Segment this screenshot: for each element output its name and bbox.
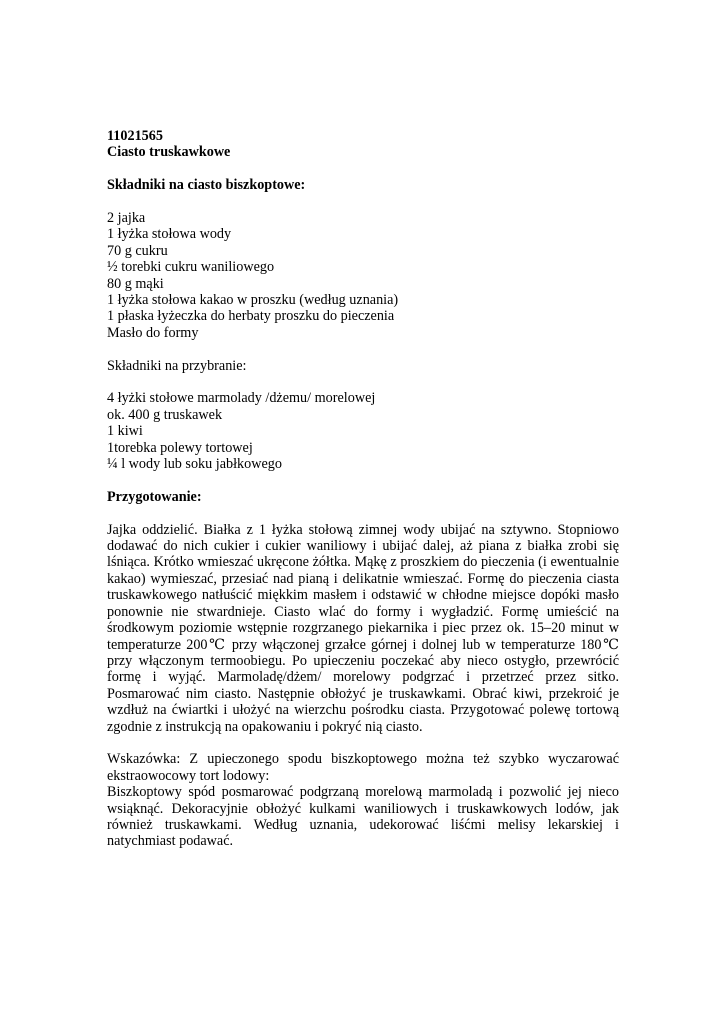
ingredient-item: 70 g cukru bbox=[107, 242, 168, 259]
ingredient-item: ½ torebki cukru waniliowego bbox=[107, 259, 275, 276]
ingredient-item: 80 g mąki bbox=[107, 275, 164, 292]
topping-heading: Składniki na przybranie: bbox=[107, 357, 247, 374]
biscuit-ingredients bbox=[107, 210, 619, 341]
ingredient-item: 4 łyżki stołowe marmolady /dżemu/ morelowej bbox=[107, 390, 376, 407]
spacer bbox=[107, 735, 619, 751]
preparation-heading: Przygotowanie: bbox=[107, 488, 202, 505]
spacer bbox=[107, 161, 619, 177]
spacer bbox=[107, 194, 619, 210]
ingredient-item: ¼ l wody lub soku jabłkowego bbox=[107, 456, 282, 473]
topping-ingredients bbox=[107, 390, 619, 472]
ingredient-item: 1 łyżka stołowa wody bbox=[107, 226, 232, 243]
ingredient-item: ok. 400 g truskawek bbox=[107, 406, 223, 423]
ingredient-item: 2 jajka bbox=[107, 210, 146, 226]
tip-intro: Wskazówka: Z upieczonego spodu biszkoptowego można też szybko wyczarować ekstraowocowy tort lodowy: bbox=[107, 751, 619, 784]
spacer bbox=[107, 374, 619, 390]
spacer bbox=[107, 505, 619, 521]
recipe-code: 11021565 bbox=[107, 128, 163, 144]
recipe-title: Ciasto truskawkowe bbox=[107, 144, 231, 161]
ingredient-item: 1 kiwi bbox=[107, 423, 143, 440]
ingredient-item: 1 płaska łyżeczka do herbaty proszku do pieczenia bbox=[107, 308, 395, 325]
document-page bbox=[107, 128, 619, 850]
preparation-text: Jajka oddzielić. Białka z 1 łyżka stołową zimnej wody ubijać na sztywno. Stopniowo dodawać do nich cukier i cukier waniliowy i ubijać dalej, aż piana z białka zrobi się lśniąca. Krótko wmieszać ukręcone żółtka. Mąkę z proszkiem do pieczenia (i ewentualnie kakao) wymieszać, przesiać nad pianą i delikatnie wmieszać. Formę do pieczenia ciasta truskawkowego natłuścić miękkim masłem i odstawić w chłodne miejsce dopóki masło ponownie nie stwardnieje. Ciasto wlać do formy i wygładzić. Formę umieścić na środkowym poziomie wstępnie rozgrzanego piekarnika i piec przez ok. 15–20 minut w temperaturze 200℃ przy włączonej grzałce górnej i dolnej lub w temperaturze 180℃ przy włączonym termoobiegu. Po upieczeniu poczekać aby nieco ostygło, przewrócić formę i wyjąć. Marmoladę/dżem/ morelowy podgrzać i przetrzeć przez sitko. Posmarować nim ciasto. Następnie obłożyć je truskawkami. Obrać kiwi, przekroić je wzdłuż na ćwiartki i ułożyć na wierzchu pośrodku ciasta. Przygotować polewę tortową zgodnie z instrukcją na opakowaniu i pokryć nią ciasto. bbox=[107, 521, 619, 735]
biscuit-heading: Składniki na ciasto biszkoptowe: bbox=[107, 177, 306, 194]
ingredient-item: 1torebka polewy tortowej bbox=[107, 439, 253, 456]
ingredient-item: 1 łyżka stołowa kakao w proszku (według uznania) bbox=[107, 292, 399, 309]
spacer bbox=[107, 472, 619, 488]
ingredient-item: Masło do formy bbox=[107, 324, 199, 341]
spacer bbox=[107, 341, 619, 357]
tip-text: Biszkoptowy spód posmarować podgrzaną morelową marmoladą i pozwolić jej nieco wsiąknąć. Dekoracyjnie obłożyć kulkami waniliowych i truskawkowych lodów, jak również truskawkami. Według uznania, udekorować liśćmi melisy lekarskiej i natychmiast podawać. bbox=[107, 784, 619, 850]
